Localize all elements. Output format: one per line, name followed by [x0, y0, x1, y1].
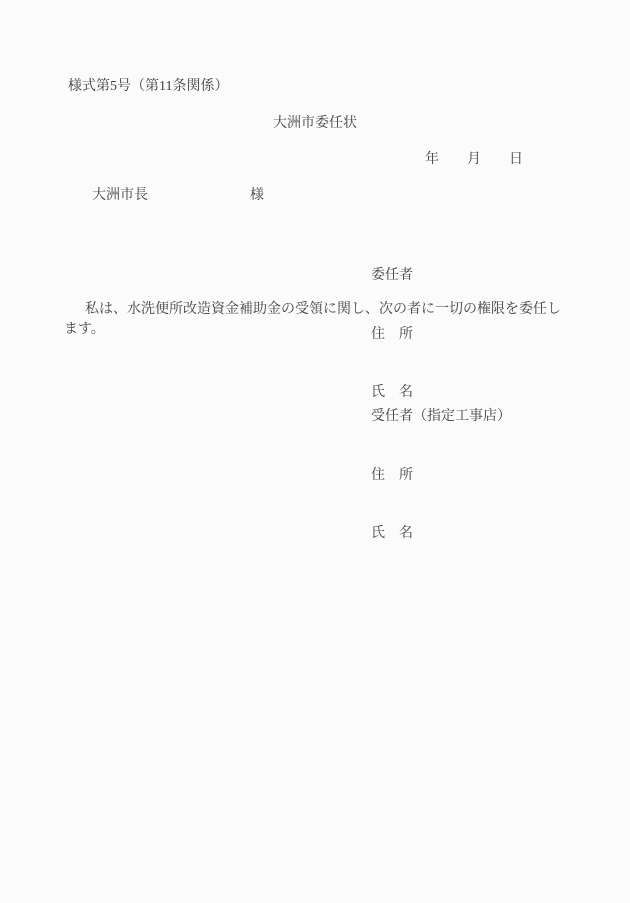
date-line: 年 月 日: [425, 152, 523, 167]
delegate-heading: 受任者（指定工事店）: [371, 409, 511, 424]
document-title: 大洲市委任状: [273, 116, 357, 131]
body-text: 私は、水洗便所改造資金補助金の受領に関し、次の者に一切の権限を委任します。: [64, 302, 561, 337]
delegate-block: [371, 368, 511, 583]
delegate-name-label: 氏 名: [371, 526, 413, 541]
delegator-name-label: 氏 名: [371, 385, 413, 400]
addressee-honorific: 様: [250, 188, 264, 203]
addressee-name: 大洲市長: [92, 188, 148, 203]
delegator-address-label: 住 所: [371, 326, 413, 342]
delegate-address-label: 住 所: [371, 467, 413, 483]
delegator-heading: 委任者: [371, 268, 413, 283]
form-number: 様式第5号（第11条関係）: [68, 79, 229, 94]
